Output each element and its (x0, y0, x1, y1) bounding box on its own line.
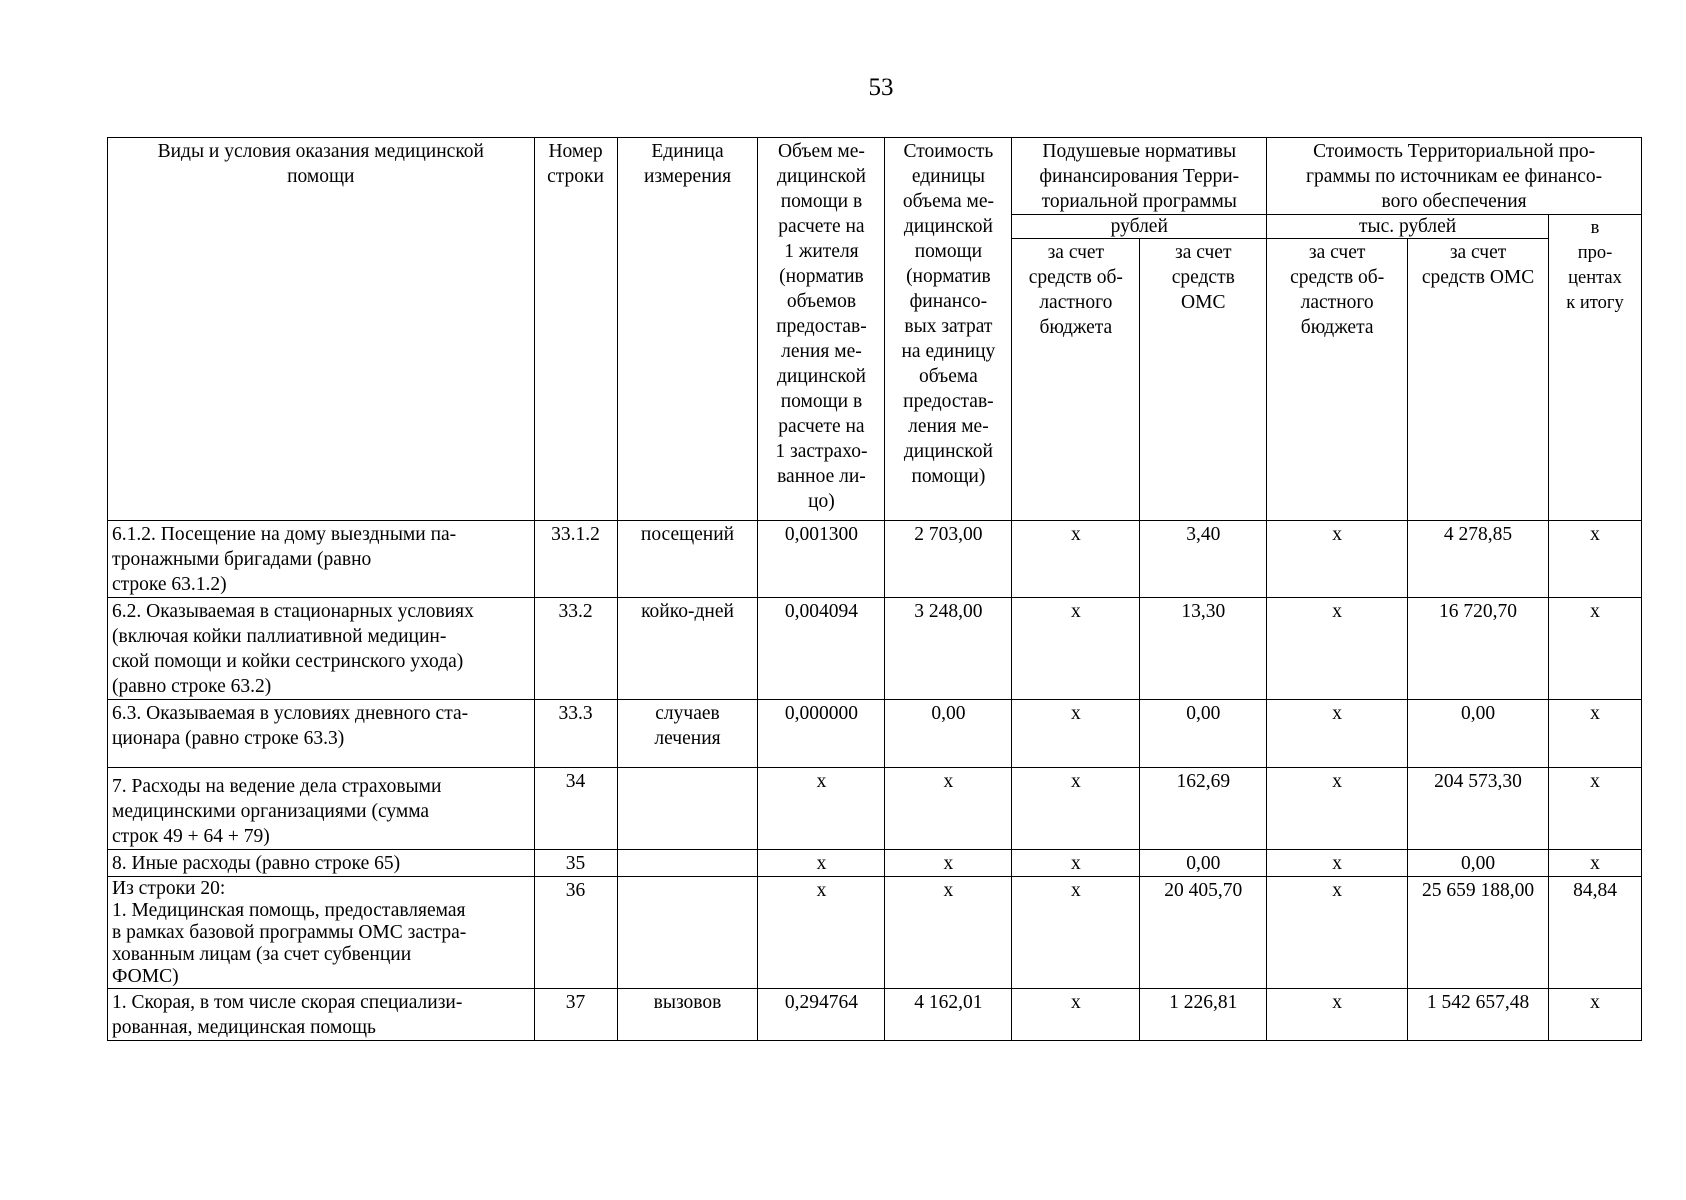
row-number: 33.3 (534, 700, 617, 768)
table-row (108, 850, 1642, 877)
header-row-number: Номер строки (534, 138, 617, 521)
row-type: 1. Скорая, в том числе скорая специализи- рованная, медицинская помощь (108, 989, 535, 1041)
row-pr-regional: х (1267, 850, 1408, 877)
row-pr-regional: х (1267, 768, 1408, 850)
row-pc-oms: 3,40 (1140, 521, 1267, 598)
row-volume: х (758, 768, 885, 850)
row-percent: х (1549, 989, 1642, 1041)
row-unit: вызовов (617, 989, 758, 1041)
table-row (108, 700, 1642, 768)
row-type: 6.1.2. Посещение на дому выездными па- тронажными бригадами (равно строке 63.1.2) (108, 521, 535, 598)
row-type: Из строки 20: 1. Медицинская помощь, предоставляемая в рамках базовой программы ОМС застра- хованным лицам (за счет субвенции ФОМС) (108, 877, 535, 989)
row-percent: 84,84 (1549, 877, 1642, 989)
row-pr-oms: 0,00 (1408, 850, 1549, 877)
row-volume: 0,294764 (758, 989, 885, 1041)
row-pr-regional: х (1267, 521, 1408, 598)
row-unit (617, 877, 758, 989)
row-volume: 0,000000 (758, 700, 885, 768)
row-pc-oms: 20 405,70 (1140, 877, 1267, 989)
row-pc-regional: х (1012, 877, 1140, 989)
row-percent: х (1549, 598, 1642, 700)
header-row-1 (108, 138, 1642, 215)
row-volume: х (758, 850, 885, 877)
row-percent: х (1549, 768, 1642, 850)
row-type: 6.3. Оказываемая в условиях дневного ста- ционара (равно строке 63.3) (108, 700, 535, 768)
row-pc-regional: х (1012, 850, 1140, 877)
row-pc-regional: х (1012, 598, 1140, 700)
row-pc-regional: х (1012, 521, 1140, 598)
table-row (108, 521, 1642, 598)
row-pr-oms: 25 659 188,00 (1408, 877, 1549, 989)
row-pc-oms: 13,30 (1140, 598, 1267, 700)
row-pr-regional: х (1267, 700, 1408, 768)
row-pr-regional: х (1267, 598, 1408, 700)
row-unit (617, 768, 758, 850)
table-row (108, 768, 1642, 850)
row-unit-cost: х (885, 850, 1012, 877)
row-number: 33.1.2 (534, 521, 617, 598)
header-unit: Единица измерения (617, 138, 758, 521)
row-percent: х (1549, 521, 1642, 598)
page-number: 53 (868, 74, 894, 101)
header-type: Виды и условия оказания медицинской помощи (108, 138, 535, 521)
row-type: 8. Иные расходы (равно строке 65) (108, 850, 535, 877)
row-unit: койко-дней (617, 598, 758, 700)
header-oms-funds: за счет средств ОМС (1140, 239, 1267, 521)
header-unit-cost: Стоимость единицы объема ме- дицинской помощи (норматив финансо- вых затрат на единицу объема предостав- ления ме- дицинской помощи) (885, 138, 1012, 521)
row-unit-cost: 4 162,01 (885, 989, 1012, 1041)
row-unit-cost: 2 703,00 (885, 521, 1012, 598)
row-unit-cost: х (885, 768, 1012, 850)
row-type: 7. Расходы на ведение дела страховыми медицинскими организациями (сумма строк 49 + 64 + 79) (108, 768, 535, 850)
row-number: 36 (534, 877, 617, 989)
header-regional-budget-2: за счет средств об- ластного бюджета (1267, 239, 1408, 521)
row-volume: 0,004094 (758, 598, 885, 700)
header-program-cost: Стоимость Территориальной про- граммы по источникам ее финансо- вого обеспечения (1267, 138, 1642, 215)
row-pr-oms: 204 573,30 (1408, 768, 1549, 850)
row-pr-oms: 16 720,70 (1408, 598, 1549, 700)
row-unit (617, 850, 758, 877)
row-volume: х (758, 877, 885, 989)
row-volume: 0,001300 (758, 521, 885, 598)
row-number: 33.2 (534, 598, 617, 700)
row-pr-regional: х (1267, 989, 1408, 1041)
row-pc-oms: 0,00 (1140, 850, 1267, 877)
header-percent: в про- центах к итогу (1549, 215, 1642, 521)
table-row (108, 877, 1642, 989)
row-percent: х (1549, 850, 1642, 877)
header-rubles: рублей (1012, 215, 1267, 239)
financing-table (107, 137, 1642, 1041)
row-number: 34 (534, 768, 617, 850)
row-pc-regional: х (1012, 768, 1140, 850)
header-regional-budget: за счет средств об- ластного бюджета (1012, 239, 1140, 521)
table-row (108, 598, 1642, 700)
row-pc-oms: 0,00 (1140, 700, 1267, 768)
row-percent: х (1549, 700, 1642, 768)
row-unit-cost: 3 248,00 (885, 598, 1012, 700)
row-pr-oms: 4 278,85 (1408, 521, 1549, 598)
row-type: 6.2. Оказываемая в стационарных условиях (включая койки паллиативной медицин- ской помощи и койки сестринского ухода) (равно строке 63.2) (108, 598, 535, 700)
row-pc-oms: 1 226,81 (1140, 989, 1267, 1041)
row-unit-cost: 0,00 (885, 700, 1012, 768)
row-unit: посещений (617, 521, 758, 598)
header-oms-funds-2: за счет средств ОМС (1408, 239, 1549, 521)
table-row (108, 989, 1642, 1041)
row-pr-regional: х (1267, 877, 1408, 989)
row-pc-regional: х (1012, 989, 1140, 1041)
header-volume: Объем ме- дицинской помощи в расчете на 1 жителя (норматив объемов предостав- ления ме- дицинской помощи в расчете на 1 застрахо- ванное ли- цо) (758, 138, 885, 521)
header-thousand-rubles: тыс. рублей (1267, 215, 1549, 239)
row-number: 35 (534, 850, 617, 877)
row-unit-cost: х (885, 877, 1012, 989)
row-number: 37 (534, 989, 617, 1041)
row-pr-oms: 1 542 657,48 (1408, 989, 1549, 1041)
row-unit: случаев лечения (617, 700, 758, 768)
row-pr-oms: 0,00 (1408, 700, 1549, 768)
header-per-capita: Подушевые нормативы финансирования Терри- ториальной программы (1012, 138, 1267, 215)
row-pc-regional: х (1012, 700, 1140, 768)
row-pc-oms: 162,69 (1140, 768, 1267, 850)
